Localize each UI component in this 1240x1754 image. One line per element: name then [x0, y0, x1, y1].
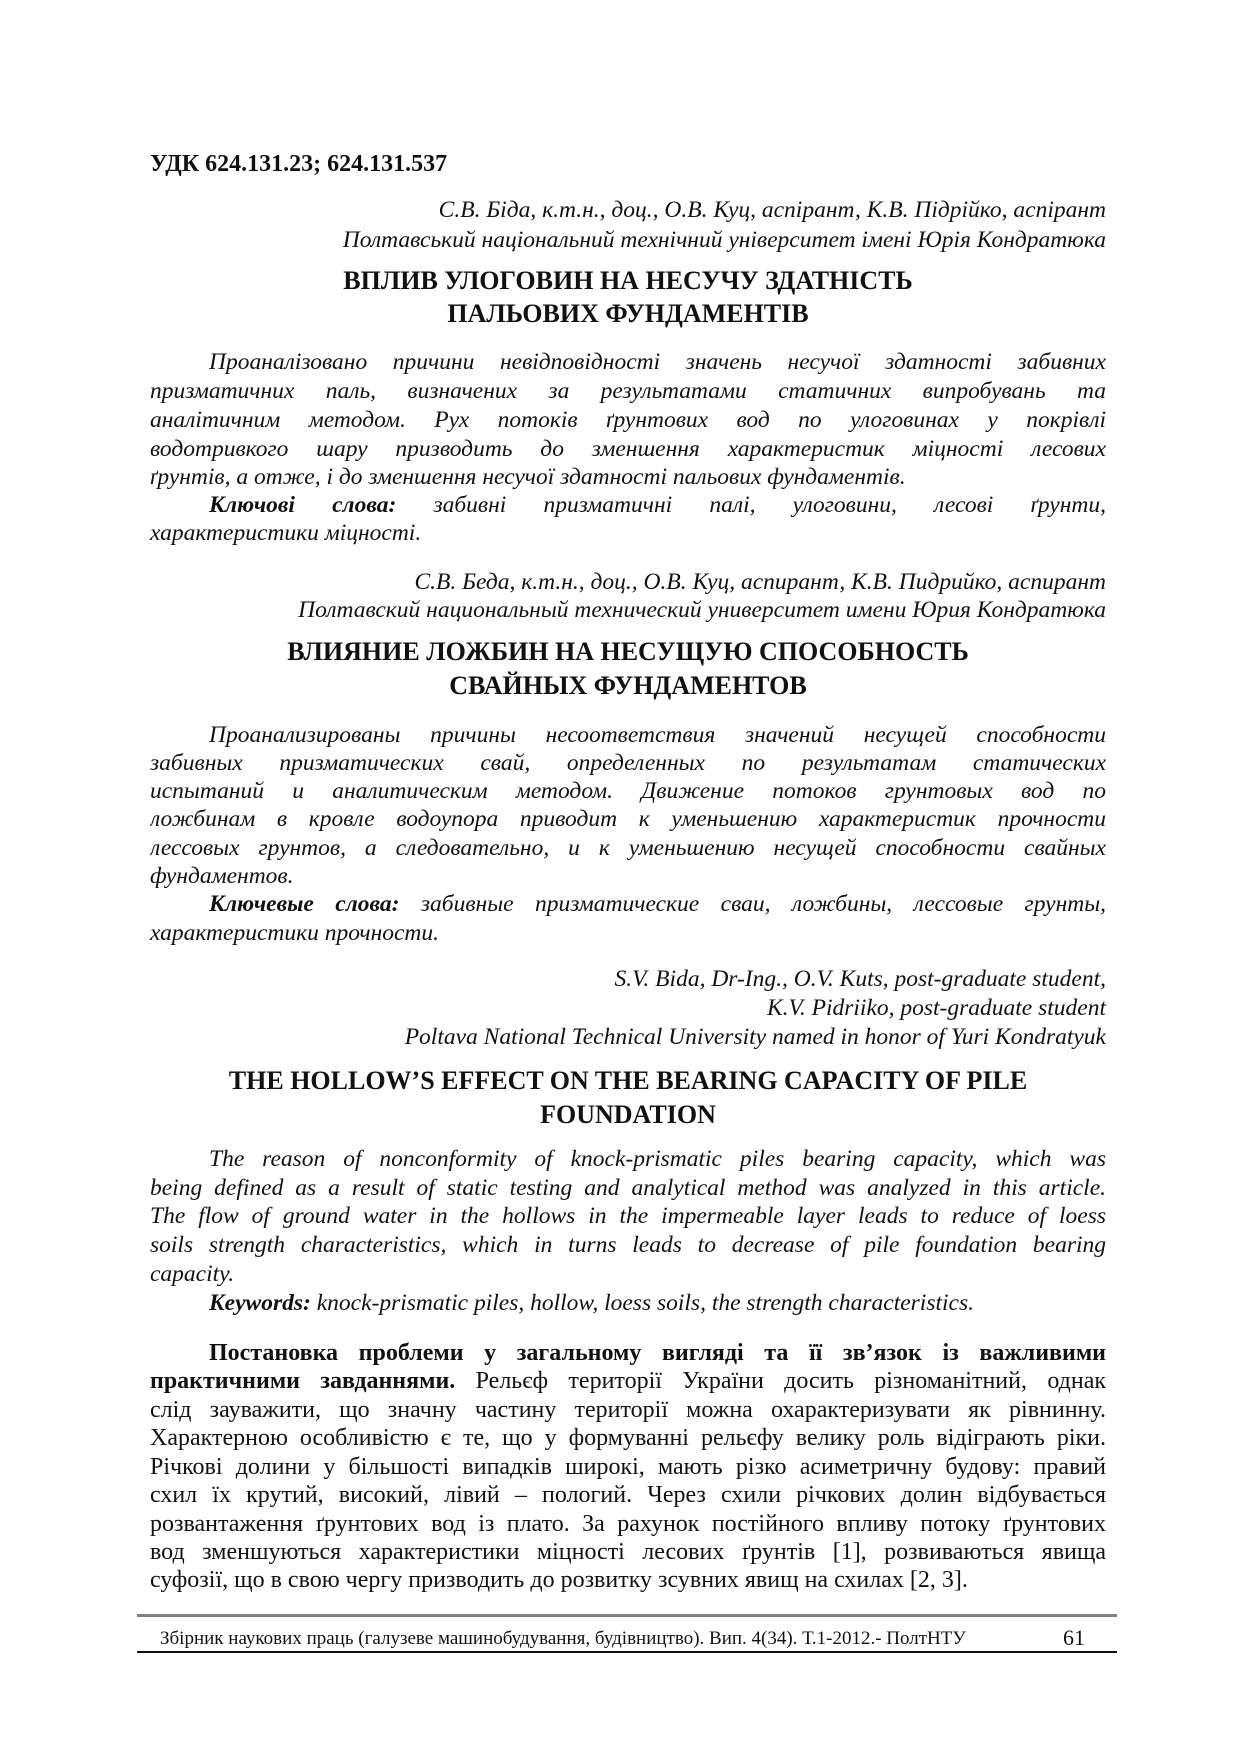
- en-keywords-text: knock-prismatic piles, hollow, loess soils, the strength characteristics.: [310, 1290, 974, 1316]
- ru-abstract-line: Проанализированы причины несоответствия значений несущей способности: [209, 722, 1106, 748]
- ua-abstract-line: призматичних паль, визначених за результатами статичних випробувань та: [150, 378, 1106, 404]
- en-authors-line: K.V. Pidriiko, post-graduate student: [766, 995, 1106, 1021]
- en-abstract-line: being defined as a result of static testing and analytical method was analyzed in this article.: [150, 1175, 1106, 1201]
- ua-title-line: ВПЛИВ УЛОГОВИН НА НЕСУЧУ ЗДАТНІСТЬ: [343, 266, 913, 295]
- body-line: суфозії, що в свою чергу призводить до розвитку зсувних явищ на схилах [2, 3].: [150, 1567, 968, 1593]
- ru-title-line: СВАЙНЫХ ФУНДАМЕНТОВ: [449, 671, 807, 700]
- ua-abstract-line: Проаналізовано причини невідповідності значень несучої здатності забивних: [209, 349, 1106, 375]
- body-line: вод зменшуються характеристики міцності лесових ґрунтів [1], розвиваються явища: [150, 1539, 1106, 1565]
- en-authors-line: S.V. Bida, Dr-Ing., O.V. Kuts, post-graduate student,: [614, 966, 1106, 992]
- ua-abstract-line: аналітичним методом. Рух потоків ґрунтових вод по улоговинах у покрівлі: [150, 407, 1106, 433]
- ru-authors: С.В. Беда, к.т.н., доц., О.В. Куц, аспирант, К.В. Пидрийко, аспирант: [414, 569, 1106, 595]
- ru-abstract-line: испытаний и аналитическим методом. Движение потоков грунтовых вод по: [150, 778, 1106, 804]
- ua-keywords-text: забивні призматичні палі, улоговини, лесові ґрунти,: [396, 492, 1106, 518]
- en-keywords: [209, 1288, 1106, 1318]
- ru-abstract-line: ложбинам в кровле водоупора приводит к уменьшению характеристик прочности: [150, 806, 1106, 832]
- ru-affiliation: Полтавский национальный технический университет имени Юрия Кондратюка: [298, 597, 1106, 623]
- body-line: розвантаження ґрунтових вод із плато. За рахунок постійного впливу потоку ґрунтових: [150, 1511, 1106, 1537]
- ua-keywords-line: характеристики міцності.: [150, 520, 422, 546]
- body-heading-end: практичними завданнями.: [150, 1368, 456, 1394]
- ru-abstract-line: забивных призматических свай, определенных по результатам статических: [150, 750, 1106, 776]
- ua-title-line: ПАЛЬОВИХ ФУНДАМЕНТІВ: [447, 299, 809, 328]
- ru-keywords-label: Ключевые слова:: [209, 891, 400, 917]
- en-title-line: THE HOLLOW’S EFFECT ON THE BEARING CAPACITY OF PILE: [228, 1066, 1028, 1095]
- ua-affiliation: Полтавський національний технічний університет імені Юрія Кондратюка: [342, 227, 1106, 253]
- en-title-line: FOUNDATION: [540, 1100, 716, 1129]
- en-keywords-label: Keywords:: [209, 1290, 311, 1316]
- footer-journal: Збірник наукових праць (галузеве машинобудування, будівництво). Вип. 4(34). Т.1-2012.- ПолтНТУ: [160, 1628, 966, 1649]
- body-heading-line: Постановка проблеми у загальному вигляді та її зв’язок із важливими: [209, 1340, 1106, 1366]
- ua-abstract-line: ґрунтів, а отже, і до зменшення несучої здатності пальових фундаментів.: [150, 464, 906, 490]
- body-text: Рельєф території України досить різноманітний, однак: [455, 1368, 1106, 1394]
- ru-keywords: [209, 889, 1106, 919]
- body-line: схил їх крутий, високий, лівий – пологий. Через схили річкових долин відбувається: [150, 1482, 1106, 1508]
- ru-keywords-text: забивные призматические сваи, ложбины, лессовые грунты,: [399, 891, 1106, 917]
- ru-abstract-line: фундаментов.: [150, 863, 294, 889]
- ua-authors: С.В. Біда, к.т.н., доц., О.В. Куц, аспірант, К.В. Підрійко, аспірант: [438, 197, 1106, 223]
- ru-title-line: ВЛИЯНИЕ ЛОЖБИН НА НЕСУЩУЮ СПОСОБНОСТЬ: [287, 637, 969, 666]
- ru-keywords-line: характеристики прочности.: [150, 920, 440, 946]
- en-abstract-line: soils strength characteristics, which in turns leads to decrease of pile foundation bearing: [150, 1232, 1106, 1258]
- en-abstract-line: The flow of ground water in the hollows in the impermeable layer leads to reduce of loess: [150, 1203, 1106, 1229]
- ru-abstract-line: лессовых грунтов, а следовательно, и к уменьшению несущей способности свайных: [150, 835, 1106, 861]
- footer-top-rule: [137, 1614, 1117, 1617]
- body-line: [150, 1366, 1106, 1396]
- body-line: слід зауважити, що значну частину території можна охарактеризувати як рівнинну.: [150, 1397, 1106, 1423]
- udk-code: УДК 624.131.23; 624.131.537: [150, 151, 448, 177]
- ua-keywords-label: Ключові слова:: [209, 492, 397, 518]
- body-line: Характерною особливістю є те, що у формуванні рельєфу велику роль відіграють ріки.: [150, 1425, 1106, 1451]
- en-abstract-line: The reason of nonconformity of knock-prismatic piles bearing capacity, which was: [209, 1146, 1106, 1172]
- footer-bottom-rule: [137, 1651, 1117, 1653]
- page-number: 61: [1063, 1625, 1085, 1650]
- en-abstract-line: capacity.: [150, 1261, 235, 1287]
- ua-keywords: [209, 490, 1106, 520]
- body-line: Річкові долини у більшості випадків широкі, мають різко асиметричну будову: правий: [150, 1454, 1106, 1480]
- en-affiliation: Poltava National Technical University named in honor of Yuri Kondratyuk: [404, 1024, 1106, 1050]
- ua-abstract-line: водотривкого шару призводить до зменшення характеристик міцності лесових: [150, 436, 1106, 462]
